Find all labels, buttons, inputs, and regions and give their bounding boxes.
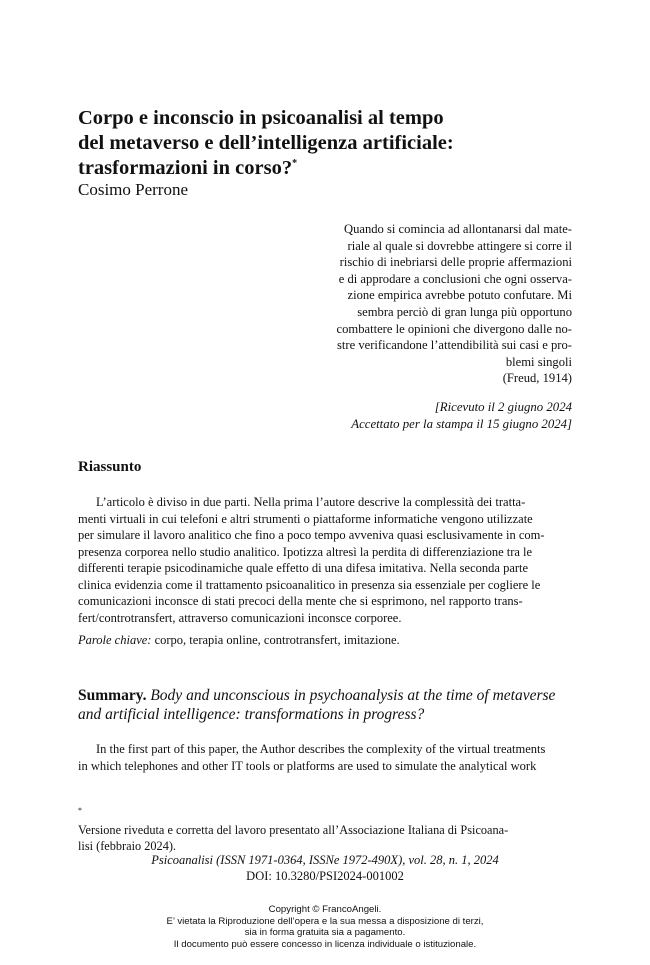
article-title — [78, 106, 578, 181]
epigraph-line: rischio di inebriarsi delle proprie affermazioni — [339, 255, 572, 270]
riassunto-body — [78, 494, 572, 626]
copyright-notice — [0, 904, 650, 950]
summary-line: in which telephones and other IT tools or platforms are used to simulate the analytical work — [78, 758, 537, 773]
epigraph-line: stre verificandone l’attendibilità sui casi e pro- — [337, 338, 572, 353]
epigraph-line: riale al quale si dovrebbe attingere si corre il — [347, 238, 572, 253]
summary-title: Body and unconscious in psychoanalysis at the time of metaverse — [150, 687, 556, 704]
keywords-label: Parole chiave: — [78, 633, 152, 647]
keywords-list: corpo, terapia online, controtransfert, imitazione. — [154, 633, 400, 647]
title-footnote-marker: * — [292, 158, 298, 170]
footnote — [78, 806, 572, 854]
author-name: Cosimo Perrone — [78, 180, 189, 199]
copyright-line: Il documento può essere concesso in licenza individuale o istituzionale. — [173, 938, 477, 950]
footnote-marker: * — [78, 805, 82, 815]
epigraph-line: blemi singoli — [505, 354, 572, 369]
journal-citation: Psicoanalisi (ISSN 1971-0364, ISSNe 1972-490X), vol. 28, n. 1, 2024 — [151, 853, 499, 867]
summary-title-line — [78, 686, 578, 705]
abstract-line: L’articolo è diviso in due parti. Nella prima l’autore descrive la complessità dei tratta- — [96, 495, 526, 509]
copyright-line: E’ vietata la Riproduzione dell’opera e la sua messa a disposizione di terzi, — [166, 915, 484, 927]
summary-body — [78, 741, 572, 774]
epigraph-line: Quando si comincia ad allontanarsi dal mate- — [343, 222, 572, 236]
epigraph-line: zione empirica avrebbe potuto confutare. Mi — [347, 288, 572, 303]
footnote-line: lisi (febbraio 2024). — [78, 839, 177, 853]
abstract-line: differenti terapie psicodinamiche quale effetto di una difesa imitativa. Nella seconda parte — [78, 561, 529, 575]
abstract-line: comunicazioni inconsce di stati precoci della mente che si esprimono, nel rapporto trans- — [78, 594, 523, 608]
received-date: [Ricevuto il 2 giugno 2024 — [434, 400, 572, 414]
title-line-text: trasformazioni in corso? — [78, 157, 293, 179]
summary-line: In the first part of this paper, the Author describes the complexity of the virtual treatments — [96, 742, 546, 756]
title-line: Corpo e inconscio in psicoanalisi al tempo — [78, 107, 444, 129]
epigraph-source: (Freud, 1914) — [502, 371, 572, 386]
summary-title-line: and artificial intelligence: transformations in progress? — [78, 706, 425, 723]
title-line — [78, 156, 578, 181]
keywords — [78, 632, 400, 648]
abstract-line: fert/controtransfert, attraverso comunicazioni inconsce corporee. — [78, 610, 402, 625]
summary-label: Summary. — [78, 687, 147, 704]
footnote-text: Versione riveduta e corretta del lavoro presentato all’Associazione Italiana di Psicoana- — [78, 823, 509, 837]
summary-heading — [78, 686, 578, 724]
journal-info — [0, 852, 650, 884]
copyright-line: Copyright © FrancoAngeli. — [268, 904, 382, 915]
abstract-line: menti virtuali in cui telefoni e altri strumenti o piattaforme informatiche vengono utilizzate — [78, 511, 533, 526]
epigraph-line: sembra perciò di gran lunga più opportuno — [357, 304, 572, 319]
doi: DOI: 10.3280/PSI2024-001002 — [246, 869, 404, 883]
footnote-line — [78, 806, 572, 838]
epigraph — [310, 221, 572, 387]
title-line: del metaverso e dell’intelligenza artificiale: — [78, 132, 454, 154]
copyright-line: sia in forma gratuita sia a pagamento. — [244, 927, 406, 938]
abstract-line: clinica evidenzia come il trattamento psicoanalitico in presenza sia essenziale per cogliere le — [78, 577, 541, 592]
epigraph-line: e di approdare a conclusioni che ogni osserva- — [338, 271, 572, 286]
accepted-date: Accettato per la stampa il 15 giugno 2024] — [351, 416, 572, 431]
abstract-line: per simulare il lavoro analitico che fino a poco tempo avveniva quasi esclusivamente in com- — [78, 528, 545, 542]
abstract-line: presenza corporea nello studio analitico. Ipotizza altresì la perdita di differenziazione tra le — [78, 544, 533, 559]
epigraph-line: combattere le opinioni che divergono dalle no- — [336, 321, 572, 336]
riassunto-heading: Riassunto — [78, 459, 142, 475]
submission-dates — [300, 399, 572, 432]
